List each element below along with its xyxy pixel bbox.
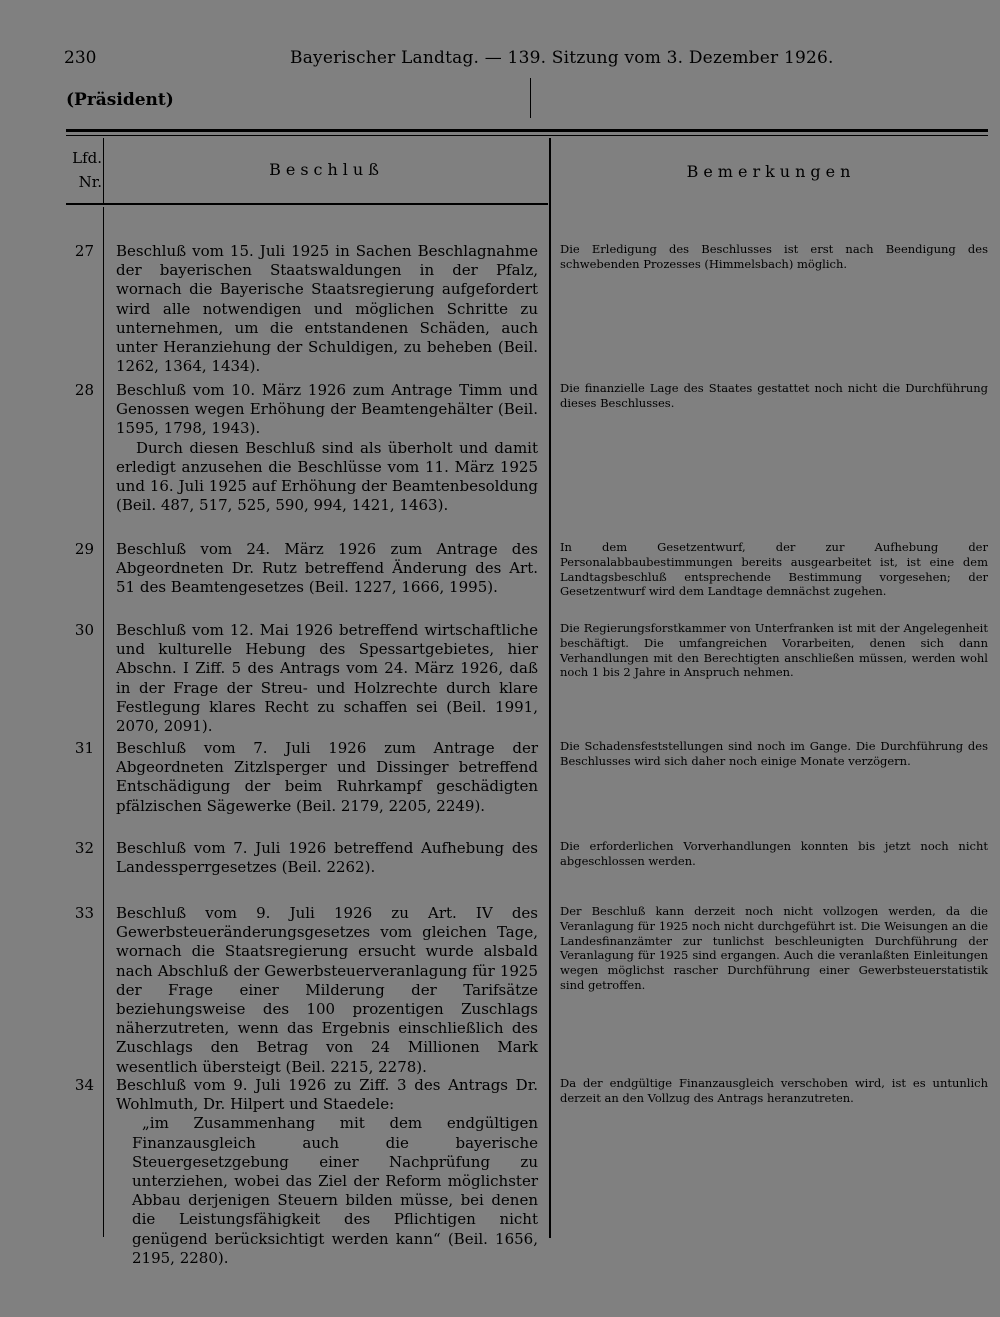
entry-resolution-paragraph: Beschluß vom 7. Juli 1926 betreffend Aufhebung des Landessperrgesetzes (Beil. 2262). bbox=[116, 839, 538, 877]
entry-number: 33 bbox=[74, 904, 94, 922]
entry-remark: Die Schadensfeststellungen sind noch im Gange. Die Durchführung des Beschlusses wird sich daher noch einige Monate verzögern. bbox=[560, 739, 988, 768]
entry-resolution bbox=[116, 904, 538, 1077]
entry-number: 29 bbox=[74, 540, 94, 558]
entry-resolution bbox=[116, 739, 538, 816]
entry-resolution-paragraph: Beschluß vom 15. Juli 1925 in Sachen Beschlagnahme der bayerischen Staatswaldungen in der Pfalz, wornach die Bayerische Staatsregierung aufgefordert wird alle notwendigen und möglichen Schritte zu unternehmen, um die entstandenen Schäden, auch unter Heranziehung der Schuldigen, zu beheben (Beil. 1262, 1364, 1434). bbox=[116, 242, 538, 376]
entry-number: 27 bbox=[74, 242, 94, 260]
page-number: 230 bbox=[64, 48, 97, 68]
entry-resolution-paragraph: Beschluß vom 9. Juli 1926 zu Ziff. 3 des Antrags Dr. Wohlmuth, Dr. Hilpert und Staedele: bbox=[116, 1076, 538, 1114]
entry-resolution bbox=[116, 1076, 538, 1268]
entry-resolution bbox=[116, 381, 538, 515]
table-header-rule bbox=[66, 203, 548, 205]
entry-remark: Die finanzielle Lage des Staates gestattet noch nicht die Durchführung dieses Beschlusses. bbox=[560, 381, 988, 410]
column-header-nr bbox=[66, 146, 102, 194]
entry-resolution-paragraph: Durch diesen Beschluß sind als überholt und damit erledigt anzusehen die Beschlüsse vom 11. März 1925 und 16. Juli 1925 auf Erhöhung der Beamtenbesoldung (Beil. 487, 517, 525, 590, 994, 1421, 1463). bbox=[116, 438, 538, 515]
section-label: (Präsident) bbox=[66, 90, 174, 110]
entry-resolution bbox=[116, 242, 538, 376]
entry-remark: Da der endgültige Finanzausgleich verschoben wird, ist es untunlich derzeit an den Vollzug des Antrags heranzutreten. bbox=[560, 1076, 988, 1105]
entry-number: 30 bbox=[74, 621, 94, 639]
entry-resolution bbox=[116, 540, 538, 598]
entry-resolution-quote: „im Zusammenhang mit dem endgültigen Finanzausgleich auch die bayerische Steuergesetzgebung einer Nachprüfung zu unterziehen, wobei das Ziel der Reform möglichster Abbau derjenigen Steuern bilden müsse, bei denen die Leistungsfähigkeit des Pflichtigen nicht genügend berücksichtigt werden kann“ (Beil. 1656, 2195, 2280). bbox=[132, 1114, 538, 1267]
entry-resolution-paragraph: Beschluß vom 9. Juli 1926 zu Art. IV des Gewerbsteueränderungsgesetzes vom gleichen Tage, wornach die Staatsregierung ersucht wurde alsbald nach Abschluß der Gewerbsteuerveranlagung für 1925 der Frage einer Milderung der Tarifsätze beziehungsweise des 100 prozentigen Zuschlags näherzutreten, wenn das Ergebnis einschließlich des Zuschlags den Betrag von 24 Millionen Mark wesentlich übersteigt (Beil. 2215, 2278). bbox=[116, 904, 538, 1076]
entry-remark: Der Beschluß kann derzeit noch nicht vollzogen werden, da die Veranlagung für 1925 noch nicht durchgeführt ist. Die Weisungen an die Landesfinanzämter zur tunlichst beschleunigten Durchführung der Veranlagung für 1925 sind ergangen. Auch die veranlaßten Einleitungen wegen möglichst rascher Durchführung einer Gewerbsteuerstatistik sind getroffen. bbox=[560, 904, 988, 992]
entry-number: 34 bbox=[74, 1076, 94, 1094]
entry-remark: In dem Gesetzentwurf, der zur Aufhebung der Personalabbaubestimmungen bereits ausgearbeitet ist, ist eine dem Landtagsbeschluß entsprechende Bestimmung vorgesehen; der Gesetzentwurf wird dem Landtage demnächst zugehen. bbox=[560, 540, 988, 599]
entry-resolution bbox=[116, 621, 538, 736]
entry-number: 31 bbox=[74, 739, 94, 757]
entry-resolution-paragraph: Beschluß vom 12. Mai 1926 betreffend wirtschaftliche und kulturelle Hebung des Spessartgebietes, hier Abschn. I Ziff. 5 des Antrags vom 24. März 1926, daß in der Frage der Streu- und Holzrechte durch klare Festlegung klares Recht zu schaffen sei (Beil. 1991, 2070, 2091). bbox=[116, 621, 538, 736]
table-top-rule bbox=[66, 129, 988, 132]
entry-resolution-paragraph: Beschluß vom 7. Juli 1926 zum Antrage der Abgeordneten Zitzlsperger und Dissinger betreffend Entschädigung der beim Ruhrkampf geschädigten pfälzischen Sägewerke (Beil. 2179, 2205, 2249). bbox=[116, 739, 538, 815]
entry-resolution bbox=[116, 839, 538, 877]
header-divider bbox=[530, 78, 531, 118]
column-header-nr-line1: Lfd. bbox=[72, 149, 102, 167]
entry-number: 32 bbox=[74, 839, 94, 857]
entry-resolution-paragraph: Beschluß vom 10. März 1926 zum Antrage Timm und Genossen wegen Erhöhung der Beamtengehälter (Beil. 1595, 1798, 1943). bbox=[116, 381, 538, 438]
table-top-rule-thin bbox=[66, 135, 988, 136]
entry-remark: Die Regierungsforstkammer von Unterfranken ist mit der Angelegenheit beschäftigt. Die umfangreichen Vorarbeiten, denen sich dann Verhandlungen mit den Berechtigten anschließen müssen, werden wohl noch 1 bis 2 Jahre in Anspruch nehmen. bbox=[560, 621, 988, 680]
column-header-beschluss: Beschluß bbox=[269, 160, 384, 179]
column-divider-remarks bbox=[549, 138, 551, 1238]
entry-number: 28 bbox=[74, 381, 94, 399]
running-title: Bayerischer Landtag. — 139. Sitzung vom 3. Dezember 1926. bbox=[290, 48, 834, 68]
entry-resolution-paragraph: Beschluß vom 24. März 1926 zum Antrage des Abgeordneten Dr. Rutz betreffend Änderung des Art. 51 des Beamtengesetzes (Beil. 1227, 1666, 1995). bbox=[116, 540, 538, 597]
entry-remark: Die erforderlichen Vorverhandlungen konnten bis jetzt noch nicht abgeschlossen werden. bbox=[560, 839, 988, 868]
column-divider-nr bbox=[103, 207, 104, 1237]
column-header-nr-line2: Nr. bbox=[78, 173, 102, 191]
column-header-bemerkungen: Bemerkungen bbox=[686, 162, 856, 181]
entry-remark: Die Erledigung des Beschlusses ist erst nach Beendigung des schwebenden Prozesses (Himmelsbach) möglich. bbox=[560, 242, 988, 271]
